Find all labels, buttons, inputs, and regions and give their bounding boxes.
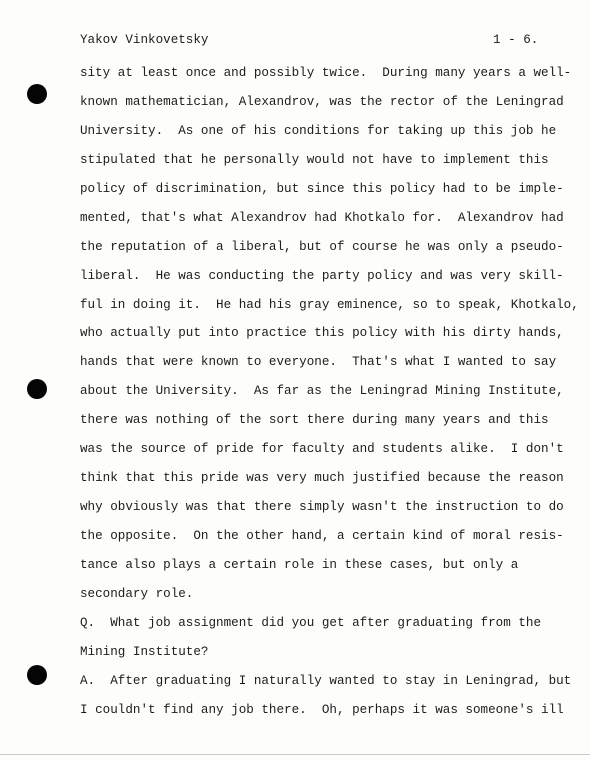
text-line: the reputation of a liberal, but of course he was only a pseudo-	[80, 239, 564, 254]
text-line: the opposite. On the other hand, a certain kind of moral resis-	[80, 529, 564, 543]
answer-line: I couldn't find any job there. Oh, perhaps it was someone's ill	[80, 702, 564, 717]
punch-hole	[27, 665, 47, 685]
text-line: stipulated that he personally would not have to implement this	[80, 152, 549, 167]
text-line: known mathematician, Alexandrov, was the rector of the Leningrad	[80, 94, 564, 109]
text-line: policy of discrimination, but since this policy had to be imple-	[80, 181, 564, 196]
page-edge	[0, 754, 590, 755]
question-line: Q. What job assignment did you get after graduating from the	[80, 615, 542, 630]
text-line: think that this pride was very much justified because the reason	[80, 471, 564, 486]
text-line: sity at least once and possibly twice. During many years a well-	[80, 66, 572, 80]
text-line: was the source of pride for faculty and students alike. I don't	[80, 442, 564, 457]
interviewee-name: Yakov Vinkovetsky	[80, 33, 209, 47]
page-number: 1 - 6.	[493, 33, 539, 47]
answer-line: A. After graduating I naturally wanted to stay in Leningrad, but	[80, 673, 572, 688]
text-line: tance also plays a certain role in these cases, but only a	[80, 557, 519, 572]
question-line: Mining Institute?	[80, 644, 209, 659]
text-line: hands that were known to everyone. That's what I wanted to say	[80, 355, 557, 370]
text-line: there was nothing of the sort there during many years and this	[80, 413, 549, 428]
text-line: ful in doing it. He had his gray eminence, so to speak, Khotkalo,	[80, 297, 579, 312]
punch-hole	[27, 84, 47, 104]
text-line: University. As one of his conditions for taking up this job he	[80, 123, 557, 138]
transcript-body	[80, 63, 579, 729]
text-line: why obviously was that there simply wasn't the instruction to do	[80, 500, 564, 515]
text-line: secondary role.	[80, 586, 194, 601]
punch-hole	[27, 379, 47, 399]
text-line: who actually put into practice this policy with his dirty hands,	[80, 326, 564, 341]
text-line: about the University. As far as the Leningrad Mining Institute,	[80, 384, 564, 399]
text-line: liberal. He was conducting the party policy and was very skill-	[80, 268, 564, 283]
text-line: mented, that's what Alexandrov had Khotkalo for. Alexandrov had	[80, 210, 564, 225]
